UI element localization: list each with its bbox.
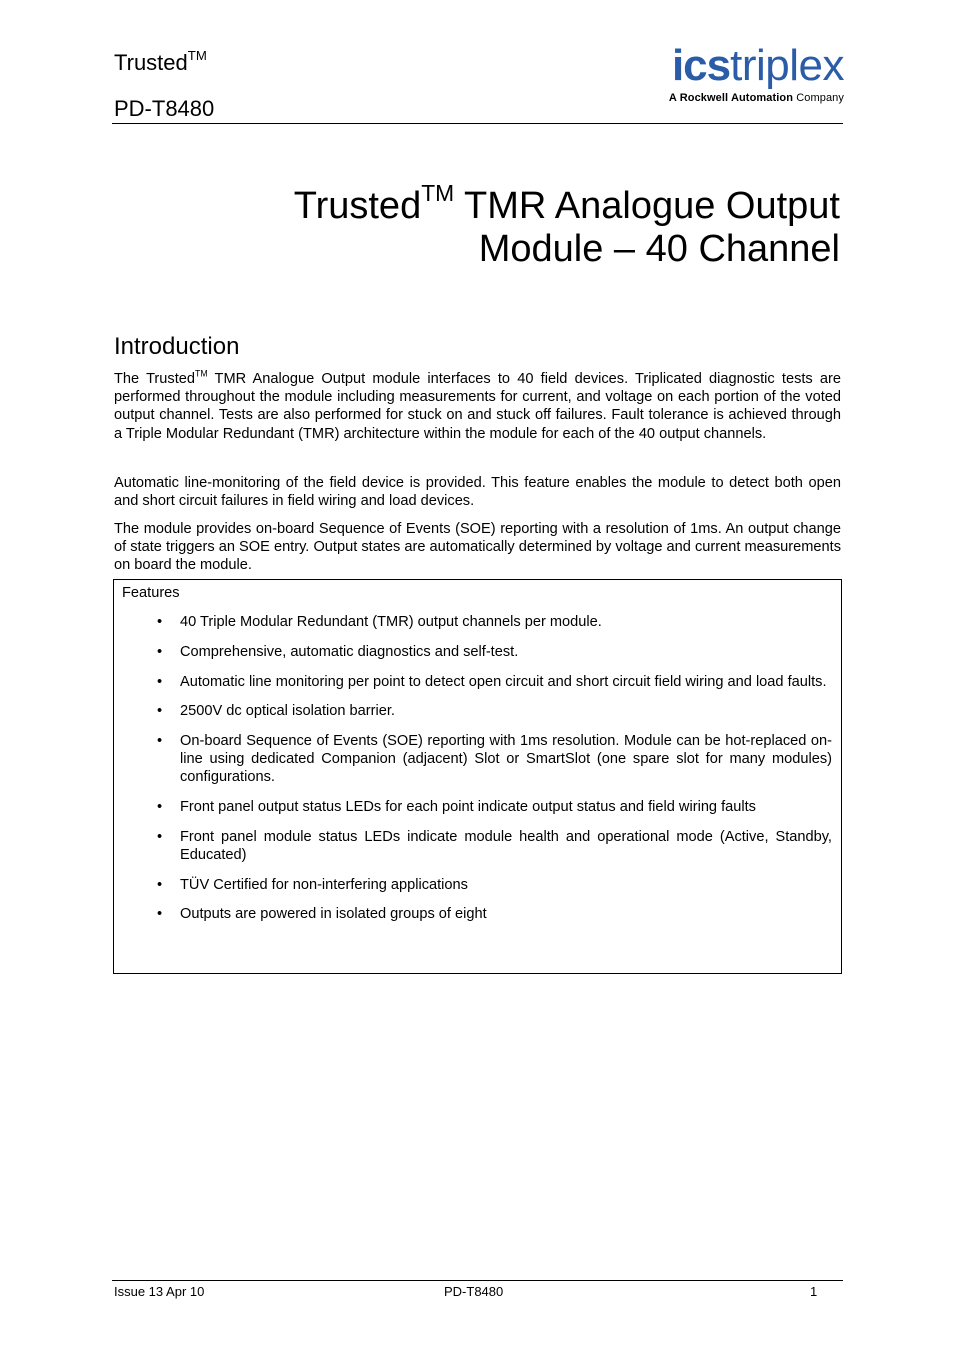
intro-paragraph-2: Automatic line-monitoring of the field device is provided. This feature enables the module to detect both open and short circuit failures in field wiring and load devices. [114,475,841,510]
document-title [293,179,840,271]
list-item: • 2500V dc optical isolation barrier. [157,703,395,720]
footer-issue: Issue 13 Apr 10 [114,1284,205,1299]
list-item: • TÜV Certified for non-interfering applications [157,876,468,893]
logo-tagline-main: A Rockwell Automation [668,92,794,104]
list-item: • Automatic line monitoring per point to detect open circuit and short circuit field wiring and load faults. [157,673,827,690]
bullet-icon: • [157,798,163,815]
features-title: Features [122,585,180,601]
footer-doc-code: PD-T8480 [444,1284,504,1299]
title-part1: Trusted [293,185,422,227]
p1-post: TMR Analogue Output module interfaces to 40 field devices. Triplicated diagnostic tests are performed throughout the module including measurements for current, and voltage on each portion of the voted output channel. Tests are also performed for stuck on and stuck off failures. Fault tolerance is achieved through a Triple Modular Redundant (TMR) architecture within the module for each of the 40 output channels. [114,371,841,442]
features-list [156,613,832,935]
list-item: • Outputs are powered in isolated groups of eight [157,906,487,923]
list-item: • Front panel output status LEDs for each point indicate output status and field wiring faults [157,798,756,815]
ics-triplex-logo [610,41,844,104]
title-tm: TM [421,179,455,206]
logo-tagline [610,92,844,104]
logo-word-triplex: triplex [730,41,844,90]
footer-page-number: 1 [810,1284,818,1299]
bullet-icon: • [157,906,163,923]
header-brand [114,50,207,76]
p1-tm: TM [195,368,208,379]
title-part2: TMR Analogue Output [454,185,840,227]
title-line-1 [293,179,840,228]
header-brand-text: Trusted [114,50,188,75]
header-rule [112,123,843,124]
header-doc-code: PD-T8480 [114,96,215,121]
p1-pre: The Trusted [114,371,195,387]
list-item: • On-board Sequence of Events (SOE) reporting with 1ms resolution. Module can be hot-replaced on-line using dedicated Companion (adjacent) Slot or SmartSlot (one spare slot for many modules) configurations. [157,733,832,786]
bullet-icon: • [157,733,163,750]
bullet-icon: • [157,643,163,660]
introduction-heading: Introduction [114,333,240,360]
bullet-icon: • [157,614,163,630]
footer-rule [112,1280,843,1281]
list-item: • Front panel module status LEDs indicate module health and operational mode (Active, Standby, Educated) [157,828,832,863]
bullet-icon: • [157,703,163,720]
intro-paragraph-3: The module provides on-board Sequence of Events (SOE) reporting with a resolution of 1ms. An output change of state triggers an SOE entry. Output states are automatically determined by voltage and current measurements on board the module. [114,521,841,574]
logo-tagline-suffix: Company [796,92,844,104]
header-brand-tm: TM [187,48,207,64]
list-item: • Comprehensive, automatic diagnostics and self-test. [157,643,519,660]
bullet-icon: • [157,876,163,893]
intro-paragraph-1 [114,370,841,443]
logo-word-ics: ics [671,41,731,90]
bullet-icon: • [157,673,163,690]
bullet-icon: • [157,828,163,845]
title-line-2: Module – 40 Channel [478,228,840,270]
list-item: • 40 Triple Modular Redundant (TMR) output channels per module. [157,614,602,630]
